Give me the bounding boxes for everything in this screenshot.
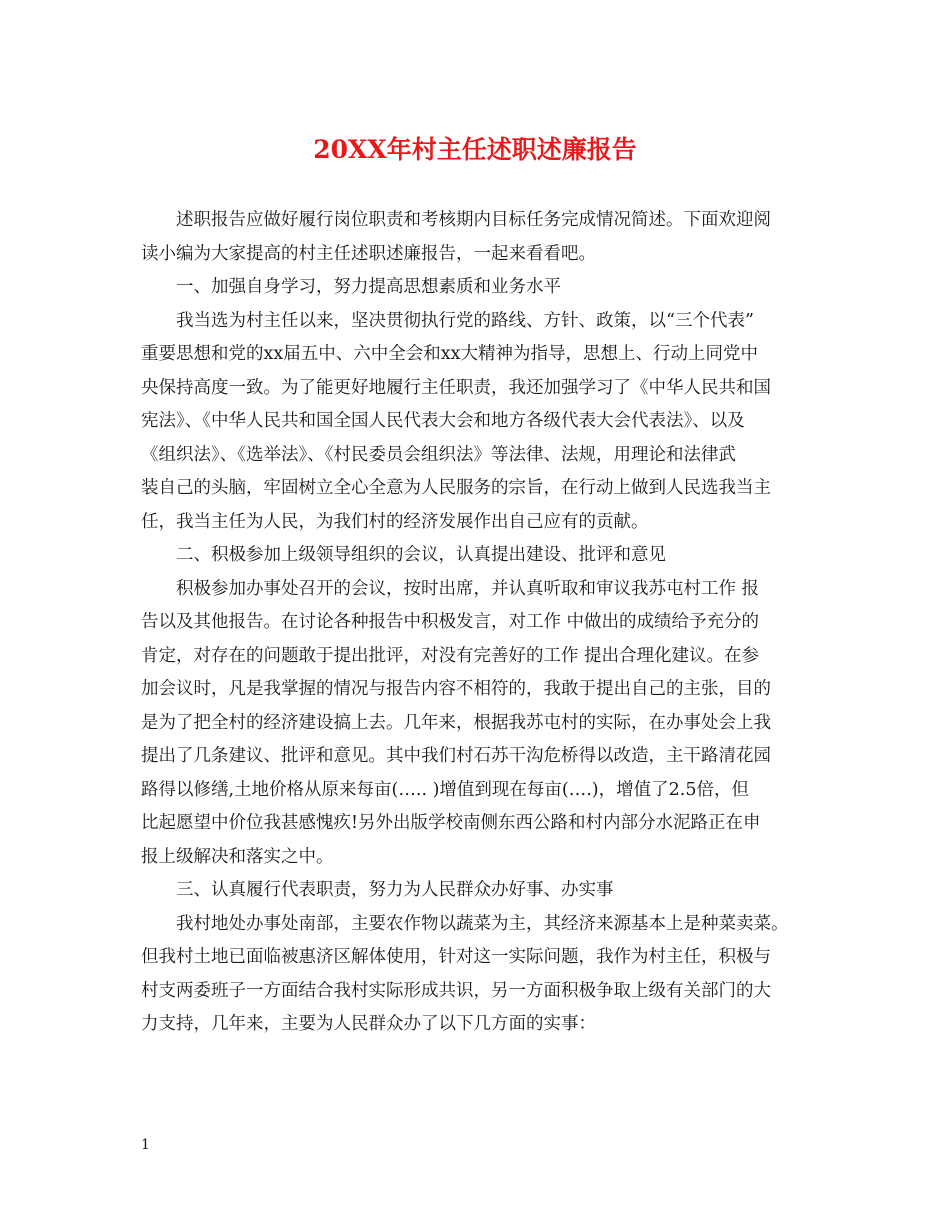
text-line: 央保持高度一致。为了能更好地履行主任职责，我还加强学习了《中华人民共和国 bbox=[141, 377, 771, 398]
text-line: 一、加强自身学习，努力提高思想素质和业务水平 bbox=[176, 277, 561, 297]
text-line: 装自己的头脑，牢固树立全心全意为人民服务的宗旨，在行动上做到人民选我当主 bbox=[141, 478, 771, 498]
text-line: 路得以修缮,土地价格从原来每亩(….. )增值到现在每亩(….)，增值了2.5倍，但 bbox=[141, 779, 749, 800]
document-body bbox=[141, 204, 833, 1042]
text-line: 我村地处办事处南部，主要农作物以蔬菜为主，其经济来源基本上是种菜卖菜。 bbox=[176, 913, 789, 934]
text-line: 报上级解决和落实之中。 bbox=[141, 846, 334, 867]
page-number: 1 bbox=[141, 1137, 150, 1153]
text-line: 《组织法》、《选举法》、《村民委员会组织法》等法律、法规，用理论和法律武 bbox=[141, 444, 736, 465]
text-line: 但我村土地已面临被惠济区解体使用，针对这一实际问题，我作为村主任，积极与 bbox=[141, 947, 771, 967]
text-line: 重要思想和党的xx届五中、六中全会和xx大精神为指导，思想上、行动上同党中 bbox=[141, 344, 758, 364]
text-line: 述职报告应做好履行岗位职责和考核期内目标任务完成情况简述。下面欢迎阅 bbox=[176, 210, 771, 230]
text-line: 肯定，对存在的问题敢于提出批评，对没有完善好的工作 提出合理化建议。在参 bbox=[141, 645, 760, 666]
text-line: 提出了几条建议、批评和意见。其中我们村石苏干沟危桥得以改造，主干路清花园 bbox=[141, 746, 771, 766]
text-line: 读小编为大家提高的村主任述职述廉报告，一起来看看吧。 bbox=[141, 243, 596, 264]
text-line: 比起愿望中价位我甚感愧疚!另外出版学校南侧东西公路和村内部分水泥路正在申 bbox=[141, 813, 761, 833]
text-line: 村支两委班子一方面结合我村实际形成共识，另一方面积极争取上级有关部门的大 bbox=[141, 980, 771, 1001]
text-line: 三、认真履行代表职责，努力为人民群众办好事、办实事 bbox=[176, 880, 614, 900]
text-line: 二、积极参加上级领导组织的会议，认真提出建设、批评和意见 bbox=[176, 545, 666, 565]
text-line: 宪法》、《中华人民共和国全国人民代表大会和地方各级代表大会代表法》、以及 bbox=[141, 411, 745, 431]
document-title: 20XX年村主任述职述廉报告 bbox=[313, 135, 637, 164]
text-line: 我当选为村主任以来，坚决贯彻执行党的路线、方针、政策，以“三个代表” bbox=[176, 310, 754, 331]
text-line: 任，我当主任为人民，为我们村的经济发展作出自己应有的贡献。 bbox=[141, 511, 649, 532]
text-line: 力支持，几年来，主要为人民群众办了以下几方面的实事： bbox=[141, 1014, 596, 1034]
text-line: 积极参加办事处召开的会议，按时出席，并认真听取和审议我苏屯村工作 报 bbox=[176, 578, 760, 599]
text-line: 加会议时，凡是我掌握的情况与报告内容不相符的，我敢于提出自己的主张，目的 bbox=[141, 679, 771, 699]
text-line: 是为了把全村的经济建设搞上去。几年来，根据我苏屯村的实际，在办事处会上我 bbox=[141, 712, 771, 733]
text-line: 告以及其他报告。在讨论各种报告中积极发言，对工作 中做出的成绩给予充分的 bbox=[141, 612, 760, 632]
